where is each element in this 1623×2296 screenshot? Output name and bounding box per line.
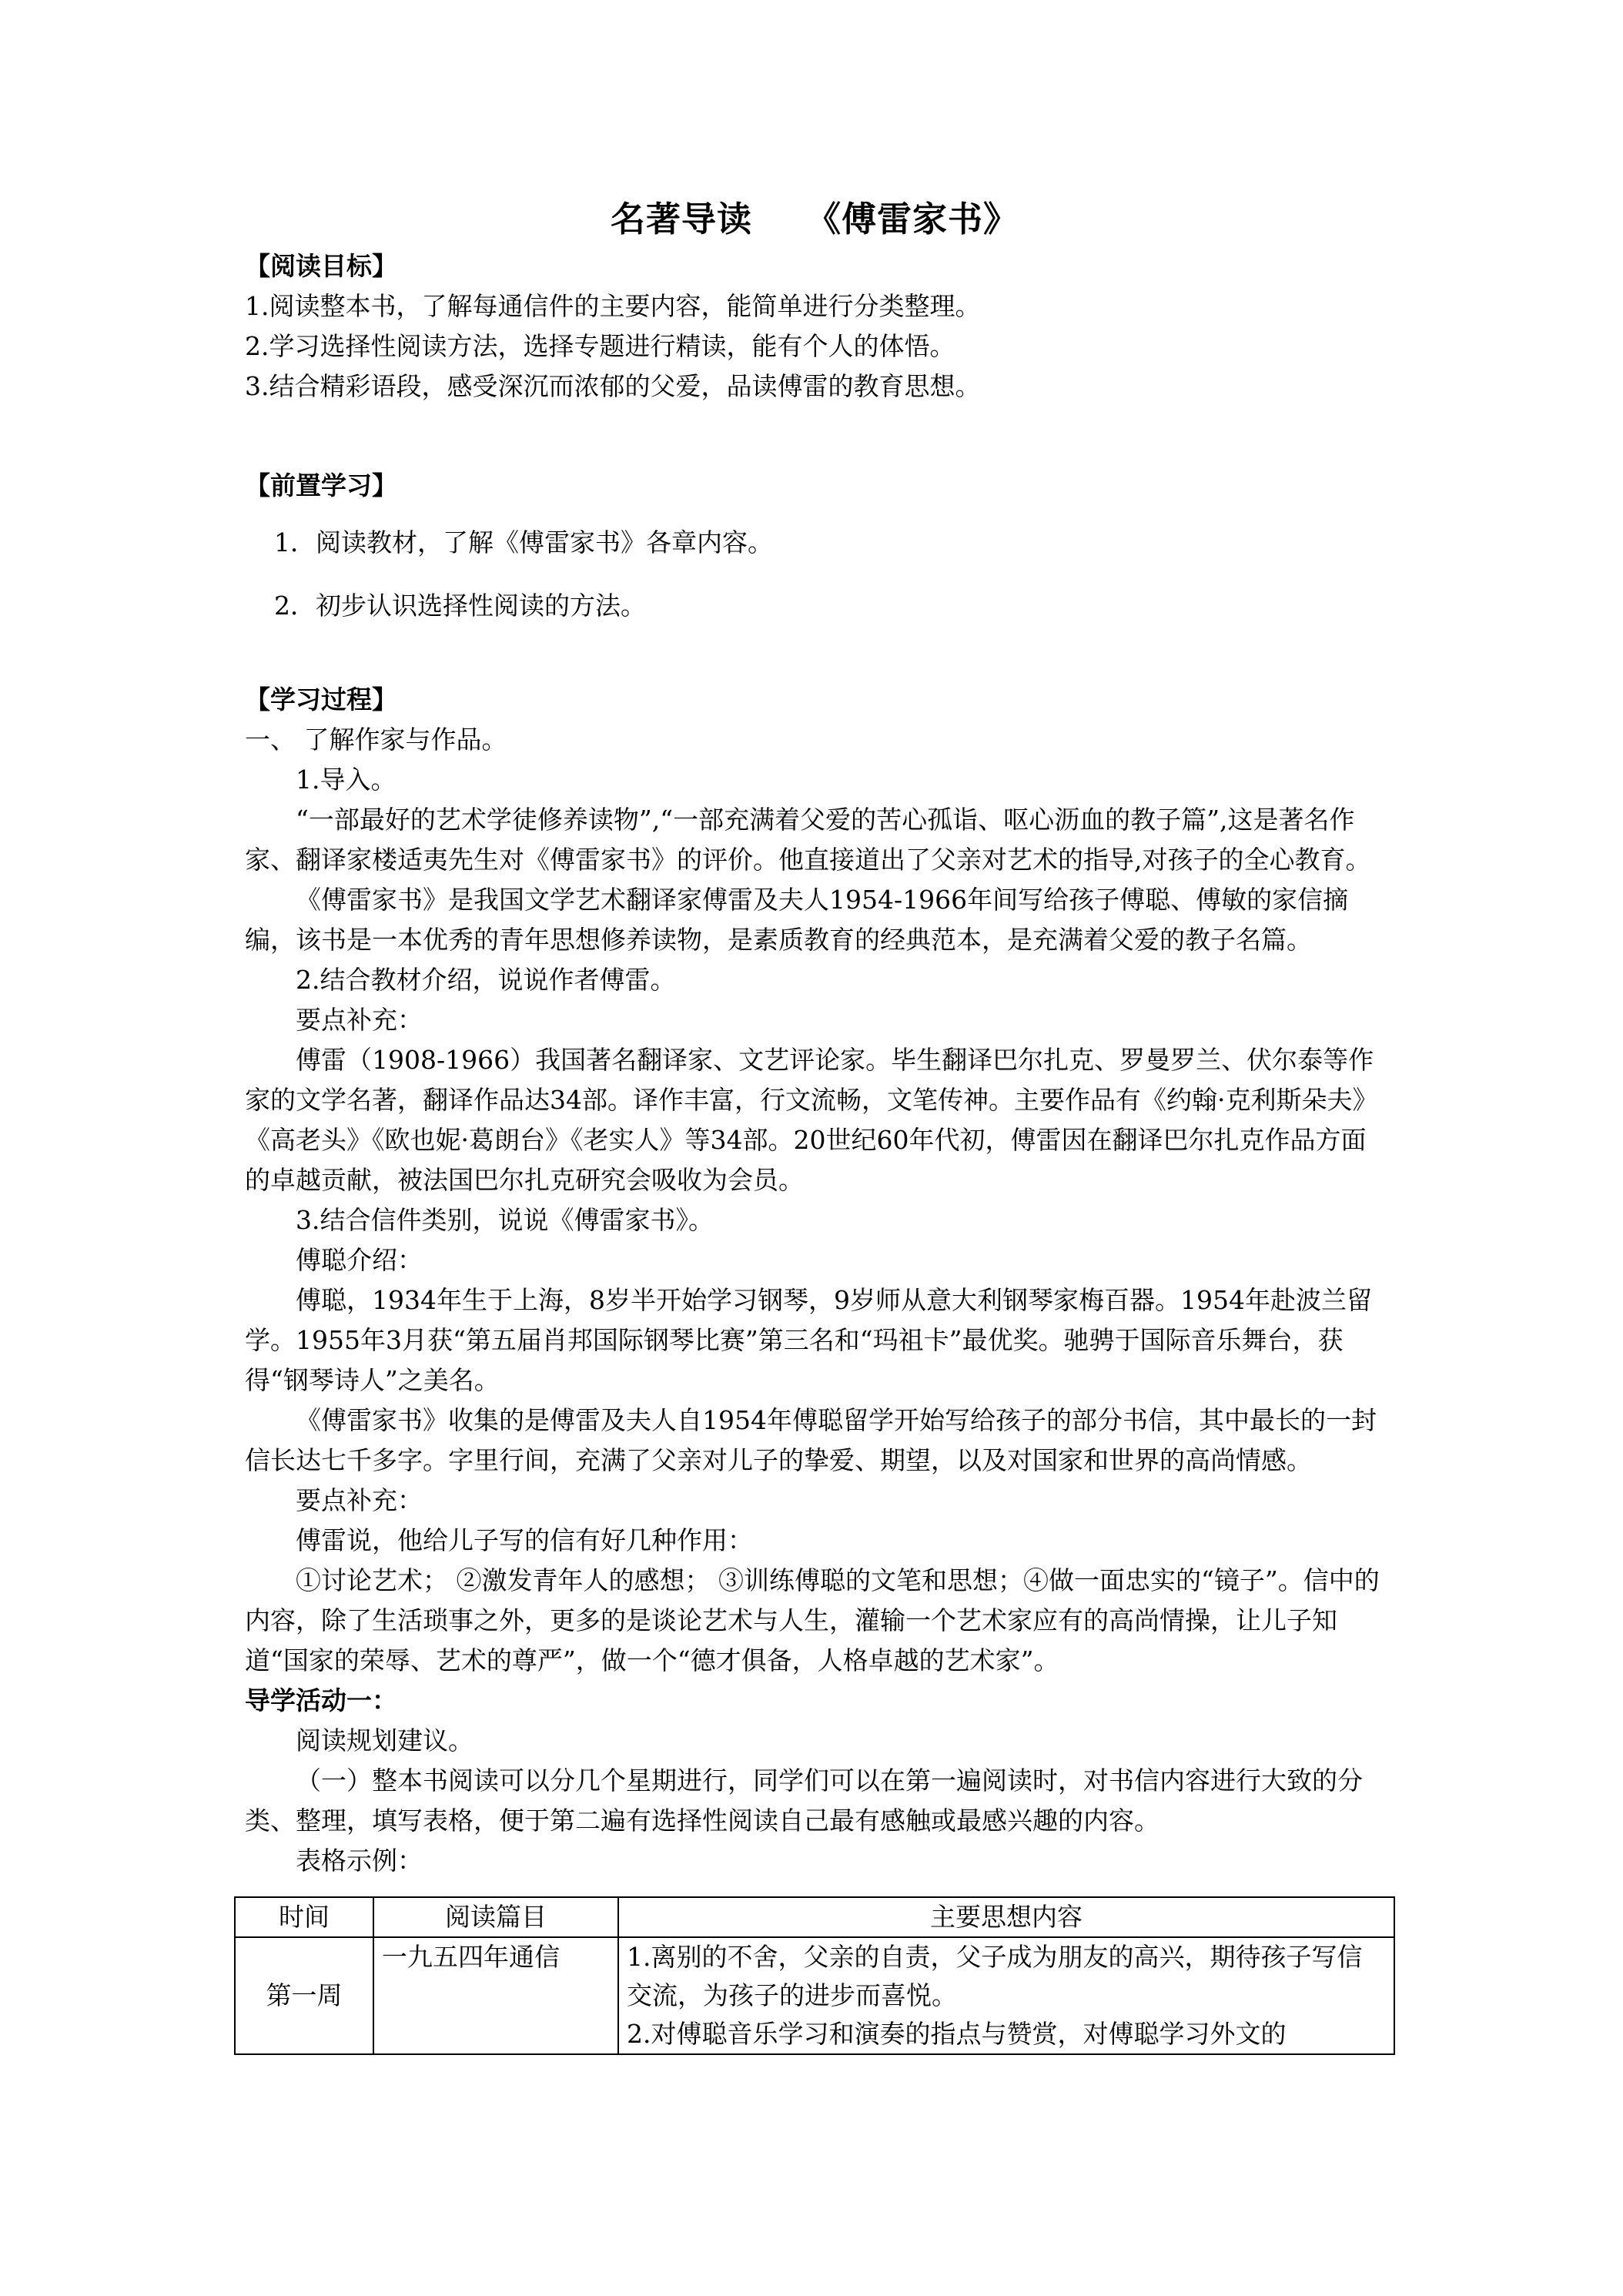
document-body (245, 192, 1384, 2055)
activity-paragraph: （一）整本书阅读可以分几个星期进行，同学们可以在第一遍阅读时，对书信内容进行大致的分类、整理，填写表格，便于第二遍有选择性阅读自己最有感触或最感兴趣的内容。 (245, 1766, 1363, 1836)
step-3: 3.结合信件类别，说说《傅雷家书》。 (296, 1205, 714, 1235)
pre-heading: 【前置学习】 (245, 470, 397, 500)
paragraph-intro: “一部最好的艺术学徒修养读物”,“一部充满着父爱的苦心孤诣、呕心沥血的教子篇”,这是著名作家、翻译家楼适夷先生对《傅雷家书》的评价。他直接道出了父亲对艺术的指导,对孩子的全心教育。 (245, 805, 1371, 875)
cell-title: 一九五四年通信 (373, 1937, 618, 2054)
title-left: 名著导读 (610, 199, 752, 239)
step-2: 2.结合教材介绍，说说作者傅雷。 (296, 965, 676, 995)
header-title: 阅读篇目 (373, 1897, 618, 1937)
content-line-1: 1.离别的不舍，父亲的自责，父子成为朋友的高兴，期待孩子写信交流，为孩子的进步而喜悦。 (627, 1942, 1363, 2010)
page-title (245, 192, 1384, 246)
activity-plan: 阅读规划建议。 (296, 1725, 474, 1755)
activity-heading: 导学活动一： (245, 1685, 397, 1715)
goal-item-2: 2.学习选择性阅读方法，选择专题进行精读，能有个人的体悟。 (245, 331, 955, 361)
header-time: 时间 (235, 1897, 373, 1937)
fu-cong-label: 傅聪介绍： (296, 1245, 423, 1275)
supplement-label-2: 要点补充： (296, 1485, 423, 1515)
content-line-2: 2.对傅聪音乐学习和演奏的指点与赞赏，对傅聪学习外文的 (627, 2019, 1287, 2049)
process-heading: 【学习过程】 (245, 684, 397, 715)
table-row (235, 1937, 1394, 2054)
goal-item-1: 1.阅读整本书，了解每通信件的主要内容，能简单进行分类整理。 (245, 291, 981, 321)
paragraph-book: 《傅雷家书》是我国文学艺术翻译家傅雷及夫人1954-1966年间写给孩子傅聪、傅敏的家信摘编，该书是一本优秀的青年思想修养读物，是素质教育的经典范本，是充满着父爱的教子名篇。 (245, 885, 1349, 955)
step-1: 1.导入。 (296, 765, 397, 795)
pre-list (245, 523, 1384, 626)
reading-plan-table (234, 1896, 1395, 2055)
pre-item-2: 2．初步认识选择性阅读的方法。 (274, 591, 646, 621)
goals-heading: 【阅读目标】 (245, 251, 397, 281)
cell-time: 第一周 (235, 1937, 373, 2054)
paragraph-functions: ①讨论艺术； ②激发青年人的感想； ③训练傅聪的文笔和思想；④做一面忠实的“镜子”。信中的内容，除了生活琐事之外，更多的是谈论艺术与人生，灌输一个艺术家应有的高尚情操，让儿子知道“国家的荣辱、艺术的尊严”，做一个“德才俱备，人格卓越的艺术家”。 (245, 1565, 1380, 1675)
supplement-label-1: 要点补充： (296, 1005, 423, 1035)
header-content: 主要思想内容 (618, 1897, 1394, 1937)
title-right: 《傅雷家书》 (806, 199, 1019, 239)
goal-item-3: 3.结合精彩语段，感受深沉而浓郁的父爱，品读傅雷的教育思想。 (245, 371, 981, 401)
cell-content (618, 1937, 1394, 2054)
table-header-row (235, 1897, 1394, 1937)
paragraph-fu-lei: 傅雷（1908-1966）我国著名翻译家、文艺评论家。毕生翻译巴尔扎克、罗曼罗兰、伏尔泰等作家的文学名著，翻译作品达34部。译作丰富，行文流畅，文笔传神。主要作品有《约翰·克利斯朵夫》《高老头》《欧也妮·葛朗台》《老实人》等34部。20世纪60年代初，傅雷因在翻译巴尔扎克作品方面的卓越贡献，被法国巴尔扎克研究会吸收为会员。 (245, 1045, 1378, 1195)
section-1-title: 一、 了解作家与作品。 (245, 725, 507, 755)
paragraph-fu-cong: 傅聪，1934年生于上海，8岁半开始学习钢琴，9岁师从意大利钢琴家梅百器。1954年赴波兰留学。1955年3月获“第五届肖邦国际钢琴比赛”第三名和“玛祖卡”最优奖。驰骋于国际音乐舞台，获得“钢琴诗人”之美名。 (245, 1285, 1372, 1395)
paragraph-purpose: 傅雷说，他给儿子写的信有好几种作用： (296, 1525, 753, 1555)
paragraph-letters: 《傅雷家书》收集的是傅雷及夫人自1954年傅聪留学开始写给孩子的部分书信，其中最长的一封信长达七千多字。字里行间，充满了父亲对儿子的挚爱、期望，以及对国家和世界的高尚情感。 (245, 1405, 1377, 1475)
pre-item-1: 1．阅读教材，了解《傅雷家书》各章内容。 (274, 527, 773, 557)
table-example-label: 表格示例： (296, 1846, 423, 1876)
